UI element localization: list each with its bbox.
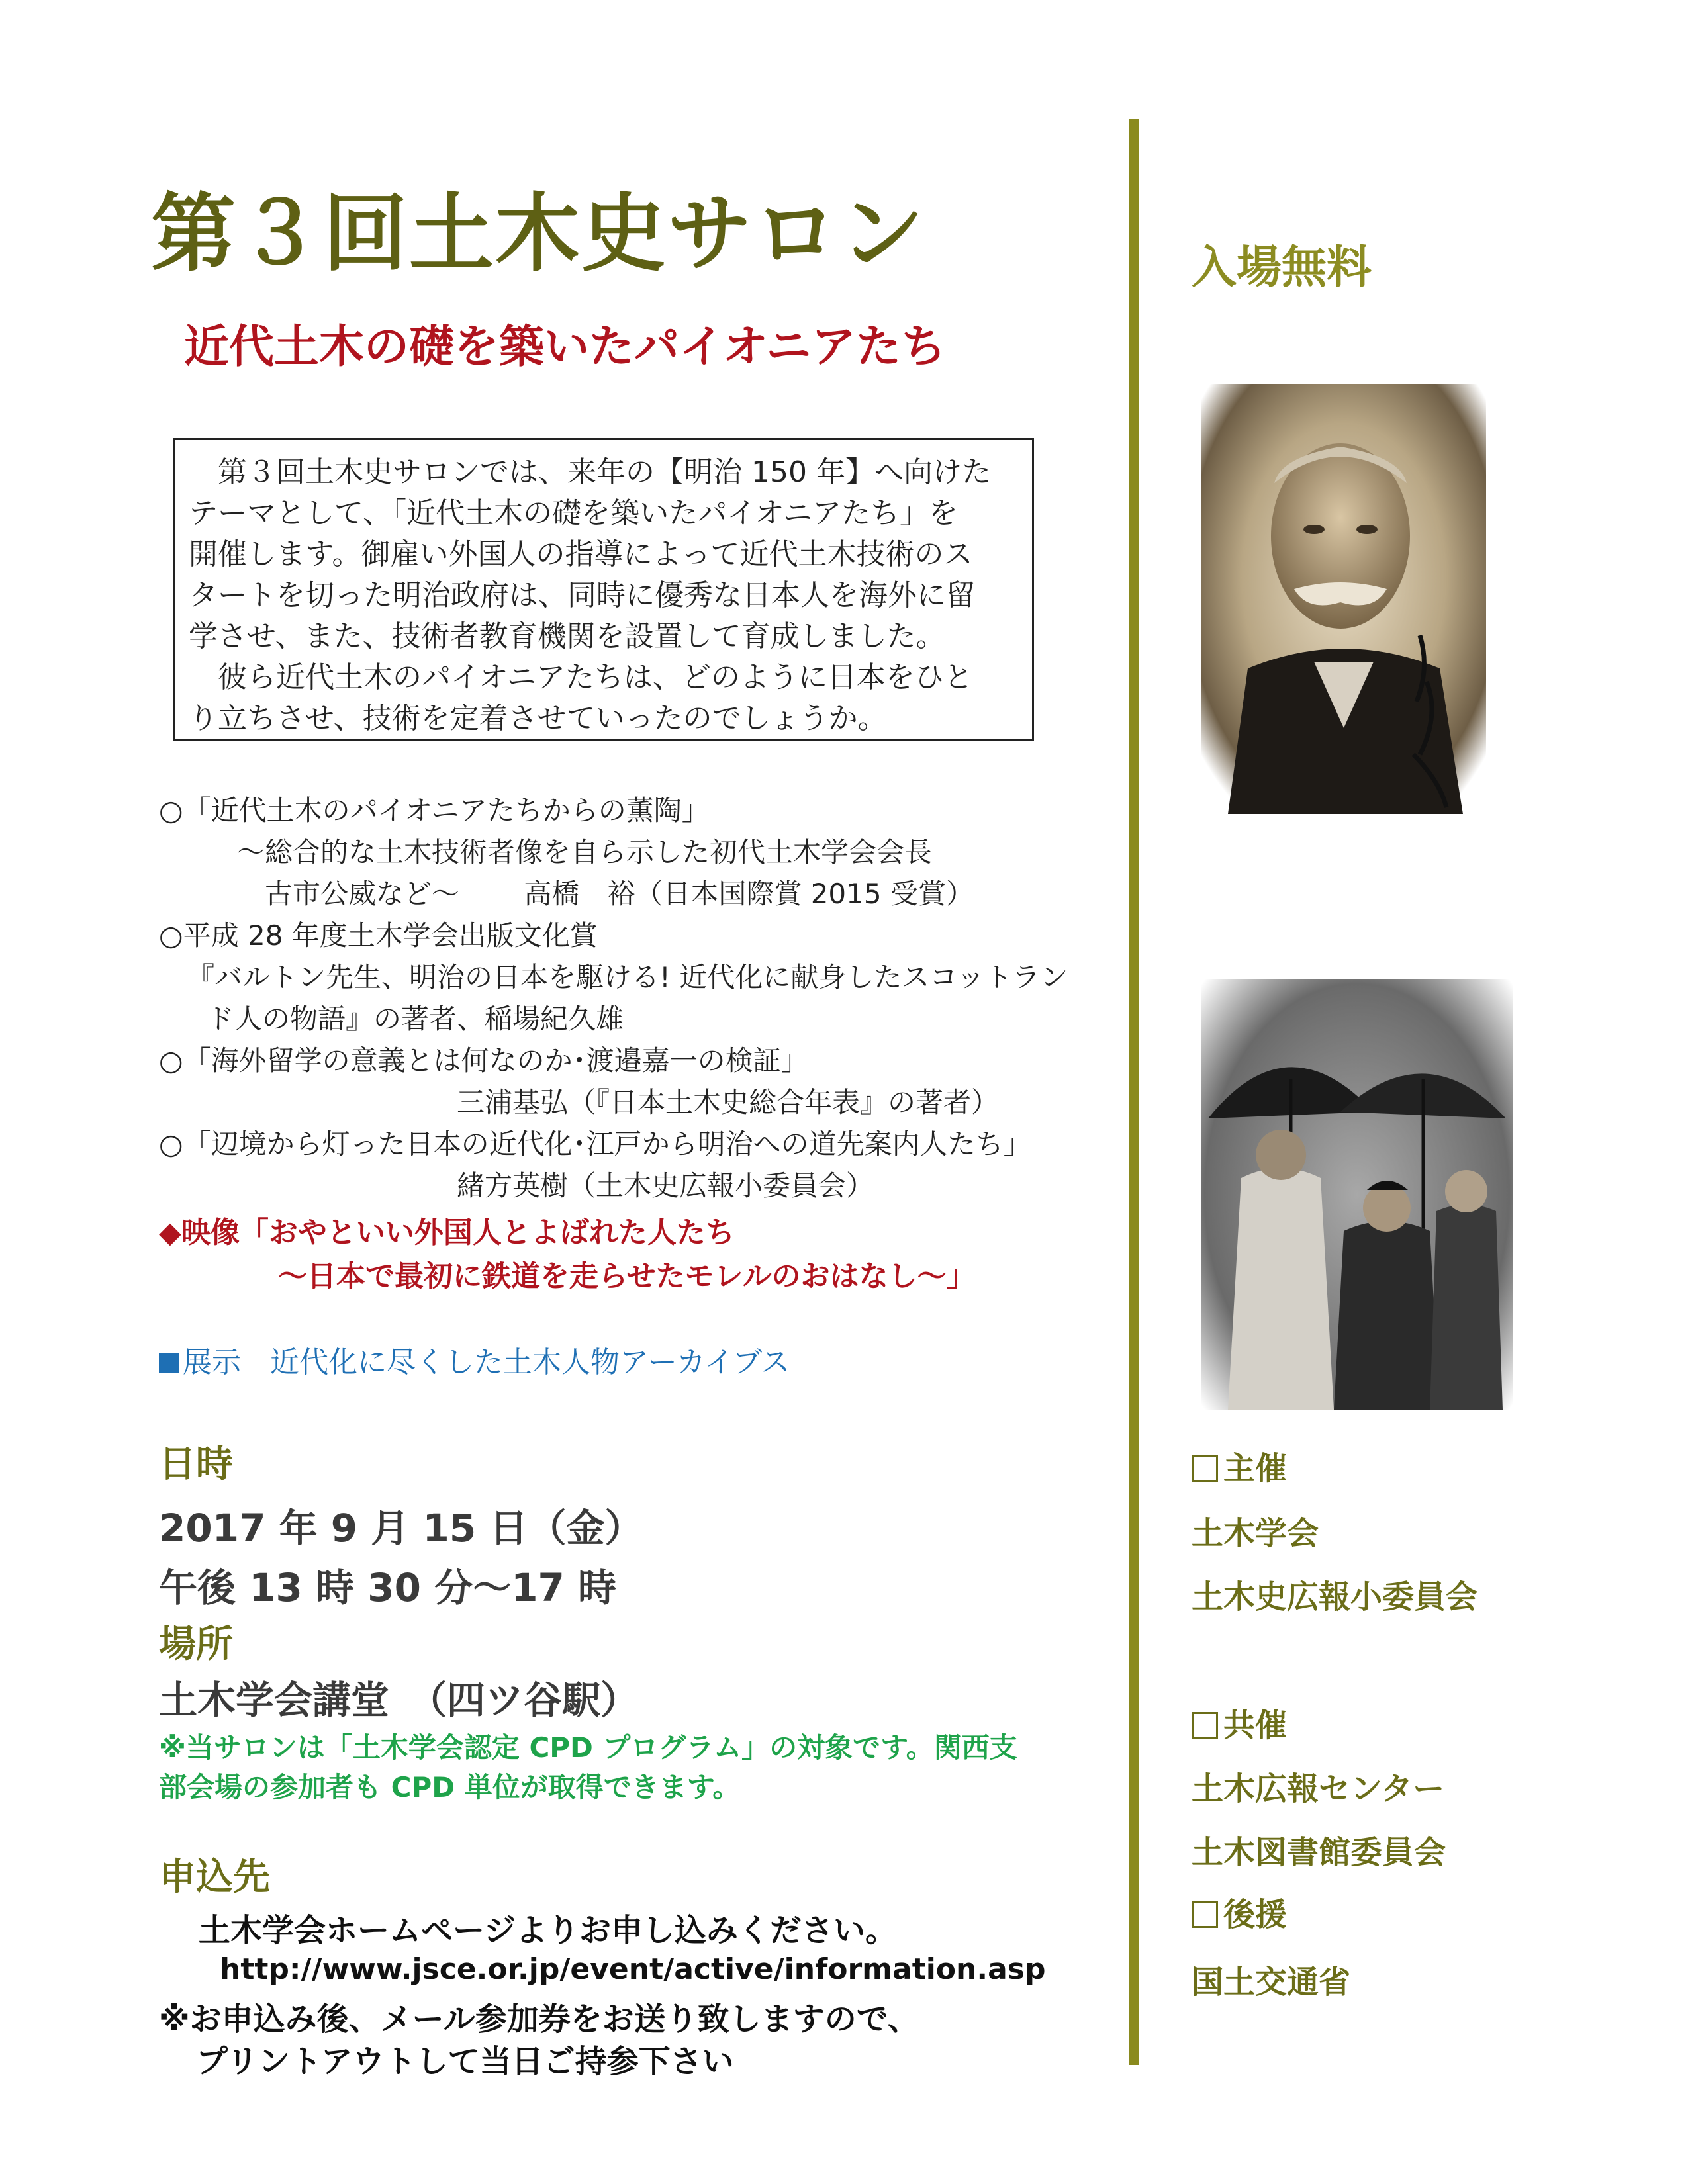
support-label: 後援	[1192, 1889, 1287, 1934]
portrait-photo	[1201, 384, 1486, 814]
event-place: 土木学会講堂 （四ツ谷駅）	[159, 1678, 639, 1723]
place-label: 場所	[159, 1623, 233, 1666]
checkbox-square-icon	[1192, 1712, 1218, 1739]
group-photo	[1201, 979, 1513, 1410]
cohost-label: 共催	[1192, 1700, 1287, 1745]
apply-note-line1: ※お申込み後、メール参加券をお送り致しますので、	[159, 2001, 919, 2038]
program-item-1: ○「近代土木のパイオニアたちからの薫陶」	[159, 794, 710, 827]
page-subtitle: 近代土木の礎を築いたパイオニアたち	[184, 321, 947, 373]
intro-line: り立ちさせ、技術を定着させていったのでしょうか。	[189, 702, 887, 735]
intro-line: 第３回土木史サロンでは、来年の【明治 150 年】へ向けた	[189, 455, 991, 489]
program-item-4: ○「辺境から灯った日本の近代化･江戸から明治への道先案内人たち」	[159, 1128, 1031, 1160]
program-item-1-speaker: 古市公威など～ 高橋 裕（日本国際賞 2015 受賞）	[265, 878, 974, 910]
intro-line: テーマとして、「近代土木の礎を築いたパイオニアたち」を	[189, 496, 959, 530]
program-item-4-speaker: 緒方英樹（土木史広報小委員会）	[457, 1169, 874, 1202]
program-item-2: ○平成 28 年度土木学会出版文化賞	[159, 919, 598, 952]
program-item-2-speaker: ド人の物語』の著者、稲場紀久雄	[207, 1003, 624, 1035]
cohost-2: 土木図書館委員会	[1192, 1834, 1446, 1871]
organizer-2: 土木史広報小委員会	[1192, 1578, 1478, 1615]
square-bullet-icon	[159, 1353, 179, 1373]
intro-line: 学させ、また、技術者教育機関を設置して育成しました。	[189, 619, 945, 653]
organizer-1: 土木学会	[1192, 1515, 1319, 1552]
apply-url-link[interactable]: http://www.jsce.or.jp/event/active/information.asp	[220, 1952, 1046, 1986]
apply-text: 土木学会ホームページよりお申し込みください。	[199, 1912, 898, 1949]
program-item-3: ○「海外留学の意義とは何なのか･渡邉嘉一の検証」	[159, 1044, 809, 1077]
program-item-2-desc: 『バルトン先生、明治の日本を駆ける! 近代化に献身したスコットラン	[187, 961, 1068, 993]
checkbox-square-icon	[1192, 1901, 1218, 1928]
cpd-note-line2: 部会場の参加者も CPD 単位が取得できます。	[159, 1771, 741, 1803]
video-subtitle: ～日本で最初に鉄道を走らせたモレルのおはなし～」	[278, 1259, 976, 1293]
apply-label: 申込先	[159, 1856, 270, 1899]
datetime-label: 日時	[159, 1443, 233, 1486]
event-date: 2017 年 9 月 15 日（金）	[159, 1506, 643, 1551]
program-item-3-speaker: 三浦基弘（『日本土木史総合年表』の著者）	[457, 1086, 1000, 1118]
cpd-note-line1: ※当サロンは「土木学会認定 CPD プログラム」の対象です。関西支	[159, 1731, 1017, 1764]
program-item-1-desc: ～総合的な土木技術者像を自ら示した初代土木学会会長	[237, 836, 933, 868]
intro-line: 彼ら近代土木のパイオニアたちは、どのように日本をひと	[189, 660, 973, 694]
event-time: 午後 13 時 30 分～17 時	[159, 1565, 617, 1610]
free-admission: 入場無料	[1192, 242, 1372, 294]
exhibit-text: 展示 近代化に尽くした土木人物アーカイブス	[183, 1345, 790, 1379]
vertical-divider	[1129, 119, 1139, 2065]
page-title: 第３回土木史サロン	[151, 185, 926, 283]
intro-box	[173, 438, 1034, 741]
exhibit-line	[159, 1338, 790, 1381]
cohost-1: 土木広報センター	[1192, 1770, 1445, 1807]
apply-note-line2: プリントアウトして当日ご持参下さい	[196, 2043, 734, 2080]
intro-line: タートを切った明治政府は、同時に優秀な日本人を海外に留	[189, 578, 975, 612]
checkbox-square-icon	[1192, 1455, 1218, 1482]
organizer-label: 主催	[1192, 1443, 1287, 1488]
intro-line: 開催します。御雇い外国人の指導によって近代土木技術のス	[189, 537, 973, 571]
supporter-1: 国土交通省	[1192, 1964, 1351, 2001]
video-title: ◆映像「おやといい外国人とよばれた人たち	[159, 1216, 735, 1250]
